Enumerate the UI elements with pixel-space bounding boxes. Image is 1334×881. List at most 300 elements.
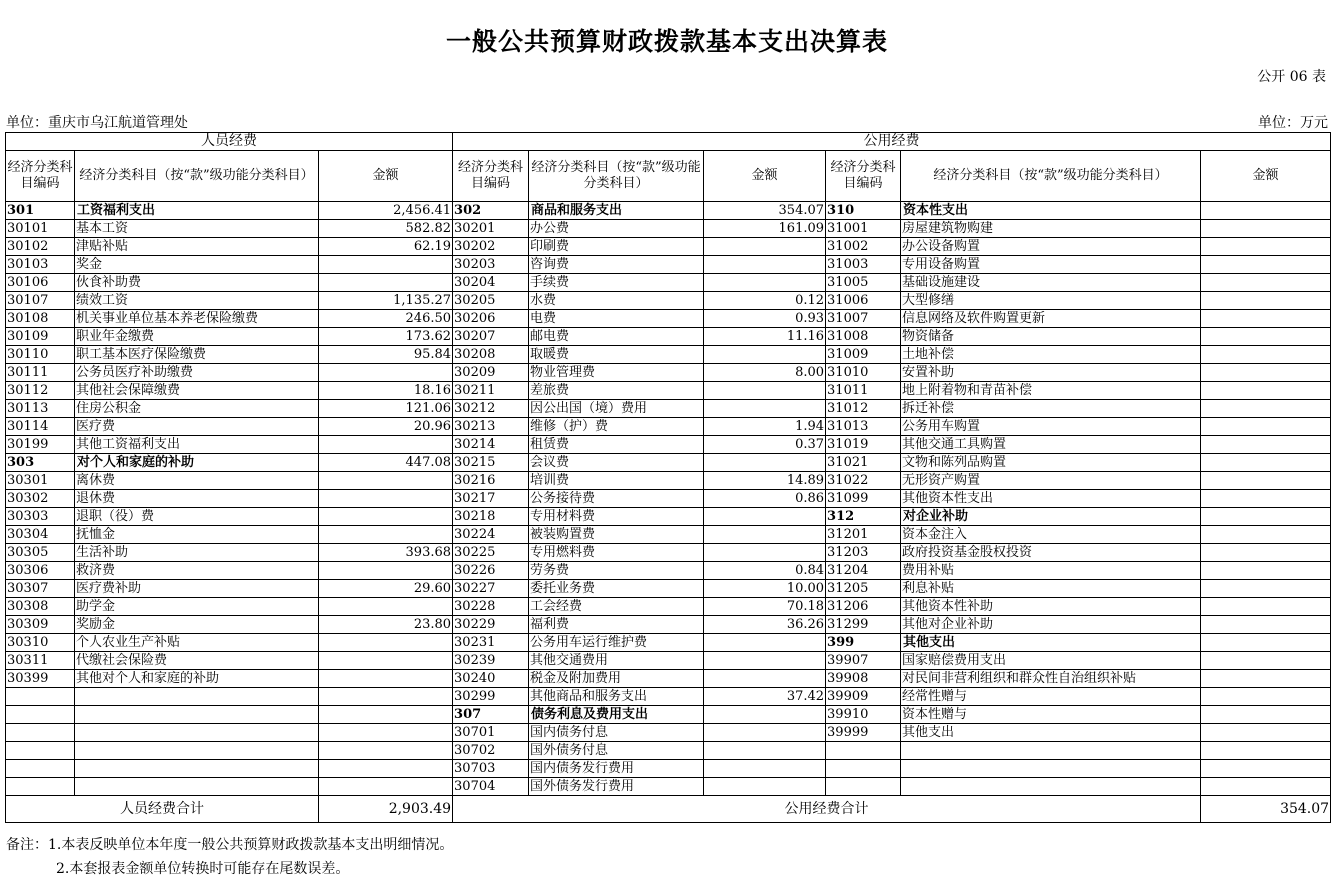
cell-code: 30206: [453, 310, 529, 328]
cell-code: 30113: [6, 400, 75, 418]
cell-name: 办公费: [529, 220, 704, 238]
cell-code: 30218: [453, 508, 529, 526]
table-row: [6, 364, 1331, 382]
cell-amount: [319, 706, 453, 724]
cell-amount: [704, 382, 826, 400]
table-row: [6, 436, 1331, 454]
cell-code: 31010: [826, 364, 901, 382]
cell-name: 利息补贴: [901, 580, 1201, 598]
cell-name: 其他社会保障缴费: [75, 382, 319, 400]
cell-amount: 393.68: [319, 544, 453, 562]
total-row: [6, 796, 1331, 823]
header-amount: 金额: [1201, 151, 1331, 202]
cell-name: 其他支出: [901, 634, 1201, 652]
cell-name: 退职（役）费: [75, 508, 319, 526]
cell-code: 30214: [453, 436, 529, 454]
cell-name: 职业年金缴费: [75, 328, 319, 346]
cell-code: 30224: [453, 526, 529, 544]
cell-amount: 354.07: [704, 202, 826, 220]
cell-name: 资本性支出: [901, 202, 1201, 220]
page-title: 一般公共预算财政拨款基本支出决算表: [445, 27, 888, 56]
total-personnel-value: 2,903.49: [319, 796, 453, 823]
cell-amount: [1201, 670, 1331, 688]
table-row: [6, 544, 1331, 562]
cell-name: [75, 688, 319, 706]
cell-name: 政府投资基金股权投资: [901, 544, 1201, 562]
cell-name: 地上附着物和青苗补偿: [901, 382, 1201, 400]
cell-name: 信息网络及软件购置更新: [901, 310, 1201, 328]
cell-code: 30199: [6, 436, 75, 454]
cell-code: 30302: [6, 490, 75, 508]
cell-name: 国内债务发行费用: [529, 760, 704, 778]
cell-amount: 95.84: [319, 346, 453, 364]
cell-code: 31002: [826, 238, 901, 256]
cell-amount: [1201, 724, 1331, 742]
cell-amount: 36.26: [704, 616, 826, 634]
cell-name: 被装购置费: [529, 526, 704, 544]
cell-name: 奖励金: [75, 616, 319, 634]
cell-code: 30226: [453, 562, 529, 580]
cell-code: 31205: [826, 580, 901, 598]
cell-amount: [1201, 544, 1331, 562]
table-row: [6, 238, 1331, 256]
cell-code: 30213: [453, 418, 529, 436]
cell-amount: [704, 454, 826, 472]
cell-code: 31012: [826, 400, 901, 418]
cell-amount: [1201, 634, 1331, 652]
cell-amount: [319, 598, 453, 616]
cell-code: 30704: [453, 778, 529, 796]
cell-amount: [704, 544, 826, 562]
cell-amount: [1201, 616, 1331, 634]
cell-name: 代缴社会保险费: [75, 652, 319, 670]
cell-amount: 0.84: [704, 562, 826, 580]
cell-amount: 246.50: [319, 310, 453, 328]
cell-code: 31003: [826, 256, 901, 274]
cell-code: 30203: [453, 256, 529, 274]
cell-name: 物资储备: [901, 328, 1201, 346]
cell-name: 住房公积金: [75, 400, 319, 418]
table-body: [6, 133, 1331, 796]
cell-amount: 173.62: [319, 328, 453, 346]
cell-amount: [704, 778, 826, 796]
cell-code: 312: [826, 508, 901, 526]
cell-amount: [1201, 238, 1331, 256]
cell-code: 31203: [826, 544, 901, 562]
cell-name: 安置补助: [901, 364, 1201, 382]
cell-code: 30107: [6, 292, 75, 310]
cell-name: 费用补贴: [901, 562, 1201, 580]
cell-amount: 70.18: [704, 598, 826, 616]
cell-amount: [1201, 490, 1331, 508]
table-row: [6, 760, 1331, 778]
cell-name: 国家赔偿费用支出: [901, 652, 1201, 670]
group-personnel: 人员经费: [6, 133, 453, 151]
cell-name: 基础设施建设: [901, 274, 1201, 292]
cell-amount: [1201, 256, 1331, 274]
table-row: [6, 778, 1331, 796]
cell-amount: [704, 760, 826, 778]
cell-name: 国内债务付息: [529, 724, 704, 742]
cell-code: [6, 742, 75, 760]
cell-code: 31206: [826, 598, 901, 616]
cell-amount: [1201, 346, 1331, 364]
cell-name: 抚恤金: [75, 526, 319, 544]
cell-name: 资本金注入: [901, 526, 1201, 544]
cell-name: 土地补偿: [901, 346, 1201, 364]
cell-code: [6, 724, 75, 742]
cell-amount: 447.08: [319, 454, 453, 472]
cell-name: 其他工资福利支出: [75, 436, 319, 454]
cell-amount: 582.82: [319, 220, 453, 238]
cell-name: 津贴补贴: [75, 238, 319, 256]
cell-name: 对民间非营利组织和群众性自治组织补贴: [901, 670, 1201, 688]
cell-name: 国外债务付息: [529, 742, 704, 760]
cell-code: 30217: [453, 490, 529, 508]
cell-code: 30205: [453, 292, 529, 310]
cell-code: 30301: [6, 472, 75, 490]
cell-name: 工资福利支出: [75, 202, 319, 220]
cell-code: [6, 778, 75, 796]
table-row: [6, 598, 1331, 616]
table-row: [6, 346, 1331, 364]
cell-amount: [319, 562, 453, 580]
cell-name: 公务用车运行维护费: [529, 634, 704, 652]
cell-amount: 0.37: [704, 436, 826, 454]
cell-code: 39908: [826, 670, 901, 688]
cell-name: 税金及附加费用: [529, 670, 704, 688]
cell-amount: [319, 436, 453, 454]
table-row: [6, 634, 1331, 652]
cell-name: 劳务费: [529, 562, 704, 580]
cell-code: 31204: [826, 562, 901, 580]
cell-amount: [704, 238, 826, 256]
cell-code: 31007: [826, 310, 901, 328]
cell-amount: [1201, 328, 1331, 346]
cell-code: 302: [453, 202, 529, 220]
table-row: [6, 580, 1331, 598]
cell-code: 30215: [453, 454, 529, 472]
cell-name: 文物和陈列品购置: [901, 454, 1201, 472]
table-row: [6, 616, 1331, 634]
cell-name: 医疗费: [75, 418, 319, 436]
cell-code: 30108: [6, 310, 75, 328]
cell-name: 生活补助: [75, 544, 319, 562]
form-number: 公开 06 表: [1257, 69, 1326, 85]
cell-amount: [1201, 418, 1331, 436]
cell-code: 30212: [453, 400, 529, 418]
cell-code: 31099: [826, 490, 901, 508]
cell-name: [75, 742, 319, 760]
cell-name: 因公出国（境）费用: [529, 400, 704, 418]
cell-name: 公务接待费: [529, 490, 704, 508]
cell-code: 30305: [6, 544, 75, 562]
cell-code: 30101: [6, 220, 75, 238]
table-row: [6, 454, 1331, 472]
cell-name: 救济费: [75, 562, 319, 580]
cell-amount: [1201, 292, 1331, 310]
total-public-label: 公用经费合计: [453, 796, 1201, 823]
cell-name: 其他对个人和家庭的补助: [75, 670, 319, 688]
cell-code: 30211: [453, 382, 529, 400]
cell-code: 31008: [826, 328, 901, 346]
cell-name: 其他资本性支出: [901, 490, 1201, 508]
cell-amount: [1201, 580, 1331, 598]
group-public: 公用经费: [453, 133, 1331, 151]
cell-code: 39909: [826, 688, 901, 706]
table-row: [6, 706, 1331, 724]
cell-amount: [1201, 778, 1331, 796]
cell-amount: [319, 742, 453, 760]
cell-name: 伙食补助费: [75, 274, 319, 292]
cell-amount: [1201, 652, 1331, 670]
cell-amount: 29.60: [319, 580, 453, 598]
cell-name: 公务员医疗补助缴费: [75, 364, 319, 382]
cell-name: [75, 778, 319, 796]
cell-code: 30228: [453, 598, 529, 616]
cell-amount: [1201, 454, 1331, 472]
cell-name: 资本性赠与: [901, 706, 1201, 724]
cell-amount: [319, 256, 453, 274]
cell-code: 30202: [453, 238, 529, 256]
cell-name: 职工基本医疗保险缴费: [75, 346, 319, 364]
cell-amount: [1201, 310, 1331, 328]
cell-code: 30103: [6, 256, 75, 274]
unit-name: 单位：重庆市乌江航道管理处: [6, 115, 188, 131]
cell-code: 31009: [826, 346, 901, 364]
cell-amount: [1201, 526, 1331, 544]
cell-name: 对个人和家庭的补助: [75, 454, 319, 472]
cell-code: 30299: [453, 688, 529, 706]
cell-code: 30112: [6, 382, 75, 400]
cell-code: 31201: [826, 526, 901, 544]
cell-code: [826, 760, 901, 778]
cell-code: 31299: [826, 616, 901, 634]
note-2: 2.本套报表金额单位转换时可能存在尾数误差。: [56, 861, 350, 877]
cell-code: 39910: [826, 706, 901, 724]
cell-name: 其他交通费用: [529, 652, 704, 670]
cell-amount: 62.19: [319, 238, 453, 256]
cell-code: 30209: [453, 364, 529, 382]
cell-amount: [704, 652, 826, 670]
cell-amount: [704, 400, 826, 418]
table-row: [6, 382, 1331, 400]
cell-amount: 10.00: [704, 580, 826, 598]
cell-name: 电费: [529, 310, 704, 328]
cell-amount: [1201, 472, 1331, 490]
cell-code: 31019: [826, 436, 901, 454]
cell-name: 基本工资: [75, 220, 319, 238]
cell-name: 培训费: [529, 472, 704, 490]
cell-name: 邮电费: [529, 328, 704, 346]
cell-code: 31001: [826, 220, 901, 238]
cell-amount: [319, 526, 453, 544]
cell-name: [901, 760, 1201, 778]
table-row: [6, 670, 1331, 688]
table-row: [6, 688, 1331, 706]
cell-amount: [319, 634, 453, 652]
cell-name: 会议费: [529, 454, 704, 472]
cell-code: 31022: [826, 472, 901, 490]
cell-name: 物业管理费: [529, 364, 704, 382]
cell-amount: 23.80: [319, 616, 453, 634]
cell-code: 30310: [6, 634, 75, 652]
note-1: 备注：1.本表反映单位本年度一般公共预算财政拨款基本支出明细情况。: [6, 837, 454, 853]
cell-name: 债务利息及费用支出: [529, 706, 704, 724]
cell-name: [75, 760, 319, 778]
cell-code: 30303: [6, 508, 75, 526]
cell-code: 30307: [6, 580, 75, 598]
cell-name: 印刷费: [529, 238, 704, 256]
table-row: [6, 202, 1331, 220]
cell-code: 31005: [826, 274, 901, 292]
cell-name: 其他对企业补助: [901, 616, 1201, 634]
table-row: [6, 274, 1331, 292]
cell-amount: [704, 634, 826, 652]
cell-code: 303: [6, 454, 75, 472]
cell-amount: 121.06: [319, 400, 453, 418]
table-row: [6, 292, 1331, 310]
cell-amount: [704, 508, 826, 526]
cell-code: 30702: [453, 742, 529, 760]
cell-name: 其他资本性补助: [901, 598, 1201, 616]
cell-code: 30701: [453, 724, 529, 742]
cell-name: 医疗费补助: [75, 580, 319, 598]
cell-amount: [319, 760, 453, 778]
cell-amount: [1201, 364, 1331, 382]
cell-name: 工会经费: [529, 598, 704, 616]
cell-amount: [319, 778, 453, 796]
cell-amount: 14.89: [704, 472, 826, 490]
table-row: [6, 418, 1331, 436]
cell-amount: 0.93: [704, 310, 826, 328]
cell-amount: [704, 274, 826, 292]
cell-code: 30308: [6, 598, 75, 616]
cell-name: [901, 778, 1201, 796]
cell-name: 专用燃料费: [529, 544, 704, 562]
cell-code: 30201: [453, 220, 529, 238]
cell-code: 310: [826, 202, 901, 220]
cell-name: 委托业务费: [529, 580, 704, 598]
cell-name: 其他支出: [901, 724, 1201, 742]
cell-name: 绩效工资: [75, 292, 319, 310]
cell-code: 30208: [453, 346, 529, 364]
cell-amount: 0.12: [704, 292, 826, 310]
cell-amount: 11.16: [704, 328, 826, 346]
cell-amount: [319, 490, 453, 508]
cell-name: 对企业补助: [901, 508, 1201, 526]
table-row: [6, 508, 1331, 526]
cell-amount: [319, 364, 453, 382]
header-name: 经济分类科目（按“款”级功能分类科目）: [529, 151, 704, 202]
cell-name: 大型修缮: [901, 292, 1201, 310]
cell-amount: [1201, 400, 1331, 418]
cell-amount: [1201, 508, 1331, 526]
cell-amount: [1201, 706, 1331, 724]
cell-code: 30227: [453, 580, 529, 598]
cell-code: [826, 742, 901, 760]
table-row: [6, 256, 1331, 274]
header-name: 经济分类科目（按“款”级功能分类科目）: [901, 151, 1201, 202]
cell-code: 30114: [6, 418, 75, 436]
total-personnel-label: 人员经费合计: [6, 796, 319, 823]
cell-code: 30229: [453, 616, 529, 634]
cell-amount: [319, 670, 453, 688]
expenditure-table: [5, 132, 1331, 823]
cell-amount: [704, 346, 826, 364]
cell-amount: 161.09: [704, 220, 826, 238]
cell-name: 专用设备购置: [901, 256, 1201, 274]
header-amount: 金额: [704, 151, 826, 202]
cell-amount: [1201, 688, 1331, 706]
table-row: [6, 742, 1331, 760]
table-row: [6, 310, 1331, 328]
unit-measure: 单位：万元: [1258, 115, 1328, 131]
cell-code: [6, 688, 75, 706]
cell-code: [826, 778, 901, 796]
cell-name: 福利费: [529, 616, 704, 634]
cell-amount: [319, 508, 453, 526]
cell-code: 30225: [453, 544, 529, 562]
cell-code: 30306: [6, 562, 75, 580]
column-header-row: [6, 151, 1331, 202]
cell-amount: [1201, 220, 1331, 238]
cell-code: 31011: [826, 382, 901, 400]
cell-code: 31006: [826, 292, 901, 310]
table-row: [6, 400, 1331, 418]
cell-amount: [1201, 742, 1331, 760]
cell-name: 办公设备购置: [901, 238, 1201, 256]
cell-name: 个人农业生产补贴: [75, 634, 319, 652]
cell-code: 30240: [453, 670, 529, 688]
cell-amount: 8.00: [704, 364, 826, 382]
cell-amount: [1201, 202, 1331, 220]
cell-code: 39999: [826, 724, 901, 742]
cell-amount: 0.86: [704, 490, 826, 508]
cell-name: 专用材料费: [529, 508, 704, 526]
cell-code: 31013: [826, 418, 901, 436]
cell-amount: 37.42: [704, 688, 826, 706]
cell-amount: [704, 724, 826, 742]
header-amount: 金额: [319, 151, 453, 202]
cell-name: 助学金: [75, 598, 319, 616]
cell-name: 商品和服务支出: [529, 202, 704, 220]
table-row: [6, 220, 1331, 238]
cell-amount: [704, 526, 826, 544]
cell-amount: [319, 688, 453, 706]
table-row: [6, 652, 1331, 670]
cell-name: 经常性赠与: [901, 688, 1201, 706]
header-code: 经济分类科目编码: [826, 151, 901, 202]
cell-code: 30239: [453, 652, 529, 670]
cell-name: [75, 724, 319, 742]
total-public-value: 354.07: [1201, 796, 1331, 823]
cell-code: 30231: [453, 634, 529, 652]
table-row: [6, 472, 1331, 490]
cell-amount: [1201, 382, 1331, 400]
cell-amount: [319, 472, 453, 490]
cell-amount: [1201, 760, 1331, 778]
cell-amount: [704, 670, 826, 688]
cell-amount: 1.94: [704, 418, 826, 436]
cell-code: 30106: [6, 274, 75, 292]
cell-code: [6, 760, 75, 778]
cell-name: 国外债务发行费用: [529, 778, 704, 796]
cell-amount: [319, 274, 453, 292]
cell-name: 拆迁补偿: [901, 400, 1201, 418]
cell-name: 奖金: [75, 256, 319, 274]
cell-name: 其他商品和服务支出: [529, 688, 704, 706]
